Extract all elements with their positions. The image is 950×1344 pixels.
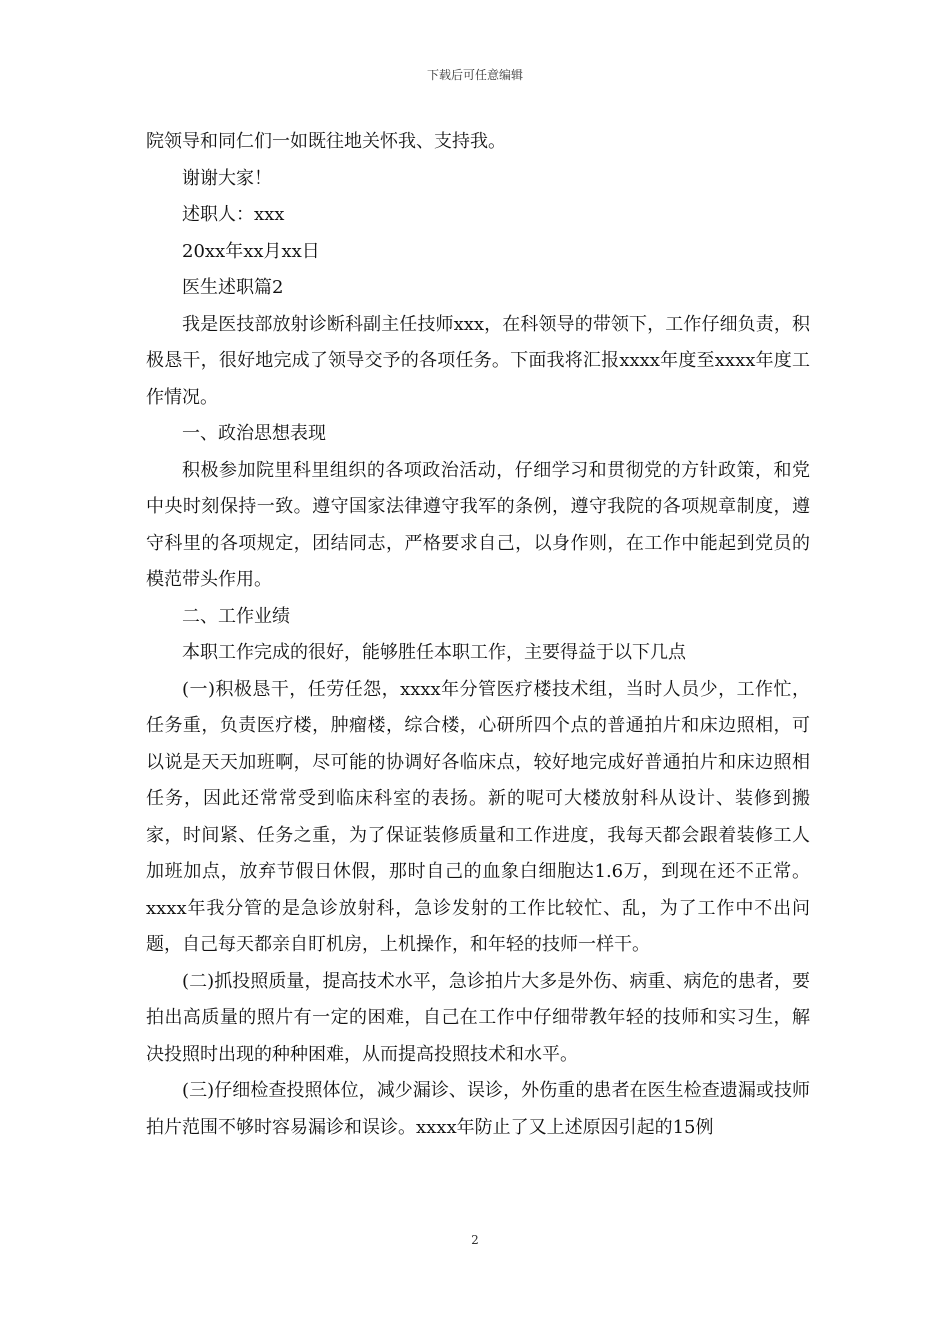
section-heading: 一、政治思想表现 bbox=[182, 423, 326, 444]
paragraph: 20xx年xx月xx日 bbox=[182, 240, 320, 262]
paragraph: 本职工作完成的很好，能够胜任本职工作，主要得益于以下几点 bbox=[182, 642, 686, 663]
page-header: 下载后可任意编辑 bbox=[426, 68, 523, 82]
paragraph: 我是医技部放射诊断科副主任技师xxx，在科领导的带领下，工作仔细负责，积极恳干，很好地完成了领导交予的各项任务。下面我将汇报xxxx年度至xxxx年度工作情况。 bbox=[146, 313, 810, 408]
paragraph: (一)积极恳干，任劳任怨，xxxx年分管医疗楼技术组，当时人员少，工作忙，任务重，负责医疗楼，肿瘤楼，综合楼，心研所四个点的普通拍片和床边照相，可以说是天天加班啊，尽可能的协调好各临床点，较好地完成好普通拍片和床边照相任务，因此还常常受到临床科室的表扬。新的呢可大楼放射科从设计、装修到搬家，时间紧、任务之重，为了保证装修质量和工作进度，我每天都会跟着装修工人加班加点，放弃节假日休假，那时自己的血象白细胞达1.6万，到现在还不正常。xxxx年我分管的是急诊放射科，急诊发射的工作比较忙、乱，为了工作中不出问题，自己每天都亲自盯机房，上机操作，和年轻的技师一样干。 bbox=[146, 678, 810, 955]
paragraph: (二)抓投照质量，提高技术水平，急诊拍片大多是外伤、病重、病危的患者，要拍出高质量的照片有一定的困难，自己在工作中仔细带教年轻的技师和实习生，解决投照时出现的种种困难，从而提高投照技术和水平。 bbox=[146, 970, 810, 1065]
document-body bbox=[146, 124, 810, 1146]
section-title: 医生述职篇2 bbox=[182, 277, 284, 298]
paragraph: 述职人：xxx bbox=[182, 204, 285, 225]
paragraph: 谢谢大家！ bbox=[182, 167, 272, 189]
page-number: 2 bbox=[471, 1233, 479, 1247]
paragraph: 院领导和同仁们一如既往地关怀我、支持我。 bbox=[146, 131, 506, 152]
paragraph: (三)仔细检查投照体位，减少漏诊、误诊，外伤重的患者在医生检查遗漏或技师拍片范围不够时容易漏诊和误诊。xxxx年防止了又上述原因引起的15例 bbox=[146, 1080, 810, 1138]
section-heading: 二、工作业绩 bbox=[182, 605, 290, 627]
paragraph: 积极参加院里科里组织的各项政治活动，仔细学习和贯彻党的方针政策，和党中央时刻保持一致。遵守国家法律遵守我军的条例，遵守我院的各项规章制度，遵守科里的各项规定，团结同志，严格要求自己，以身作则，在工作中能起到党员的模范带头作用。 bbox=[146, 459, 810, 590]
